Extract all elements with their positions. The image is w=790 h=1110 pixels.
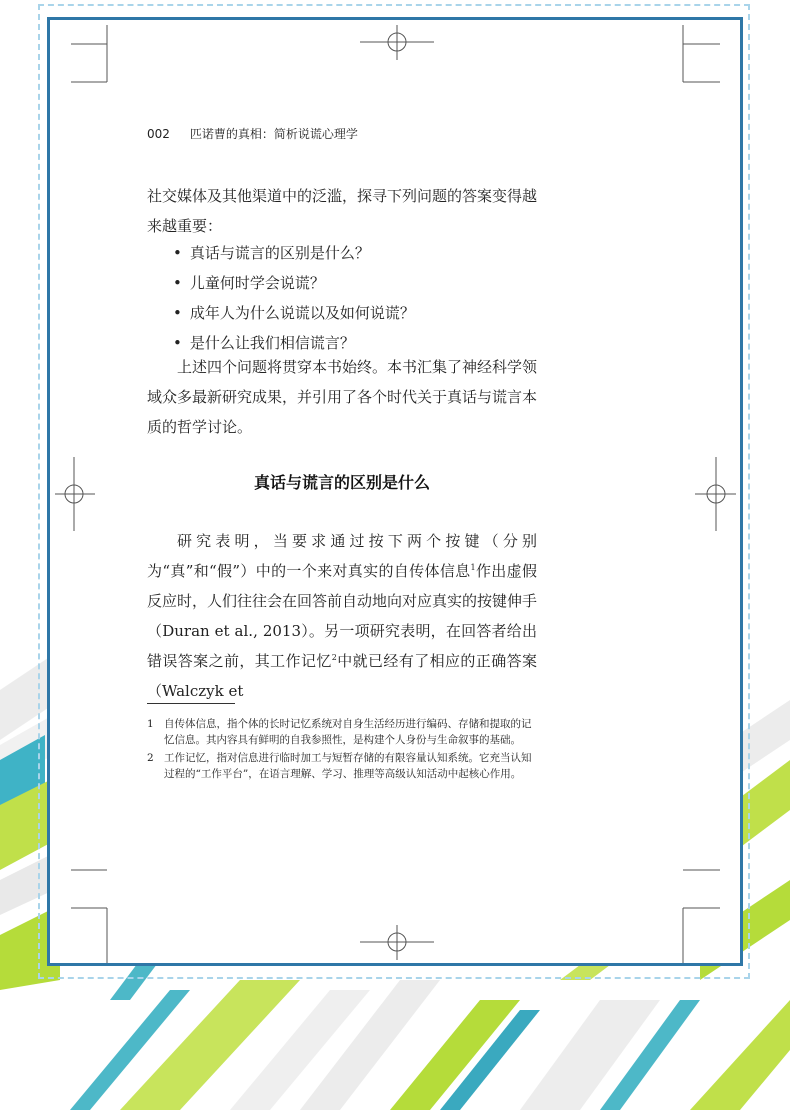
footnotes: [147, 716, 541, 784]
paragraph-text: 中就已经有了相应的正确答案（Walczyk et: [147, 652, 537, 700]
footnote-divider: [147, 703, 235, 704]
section-heading: 真话与谎言的区别是什么: [253, 473, 430, 492]
footnote-number: 1: [147, 718, 154, 730]
footnote-ref-1: 1: [470, 563, 476, 572]
list-item: • 真话与谎言的区别是什么？: [173, 238, 415, 268]
question-list: [173, 238, 415, 358]
running-head: [147, 125, 358, 142]
footnote-item: [147, 750, 541, 782]
paragraph-text: 作出虚假反应时，人们往往会在回答前自动地向对应真实的按键伸手（Duran et al., 2013）。另一项研究表明，在回答者给出错误答案之前，其工作记忆: [147, 562, 538, 670]
page-number: 002: [147, 127, 170, 141]
footnote-text: 工作记忆，指对信息进行临时加工与短暂存储的有限容量认知系统。它充当认知过程的“工作平台”，在语言理解、学习、推理等高级认知活动中起核心作用。: [164, 752, 532, 780]
list-item: • 是什么让我们相信谎言？: [173, 328, 415, 358]
book-title: 匹诺曹的真相：简析说谎心理学: [189, 127, 358, 141]
list-item: • 儿童何时学会说谎？: [173, 268, 415, 298]
research-paragraph: [147, 526, 537, 706]
intro-paragraph: 社交媒体及其他渠道中的泛滥，探寻下列问题的答案变得越来越重要：: [147, 187, 538, 235]
paragraph-text: 研究表明，当要求通过按下两个按键（分别为“真”和“假”）中的一个来对真实的自传体信息: [147, 532, 537, 580]
footnote-ref-2: 2: [331, 653, 337, 662]
list-item: • 成年人为什么说谎以及如何说谎？: [173, 298, 415, 328]
footnote-text: 自传体信息，指个体的长时记忆系统对自身生活经历进行编码、存储和提取的记忆信息。其内容具有鲜明的自我参照性，是构建个人身份与生命叙事的基础。: [164, 718, 532, 746]
summary-paragraph: 上述四个问题将贯穿本书始终。本书汇集了神经科学领域众多最新研究成果，并引用了各个时代关于真话与谎言本质的哲学讨论。: [147, 358, 538, 436]
footnote-number: 2: [147, 752, 154, 764]
footnote-item: [147, 716, 541, 748]
